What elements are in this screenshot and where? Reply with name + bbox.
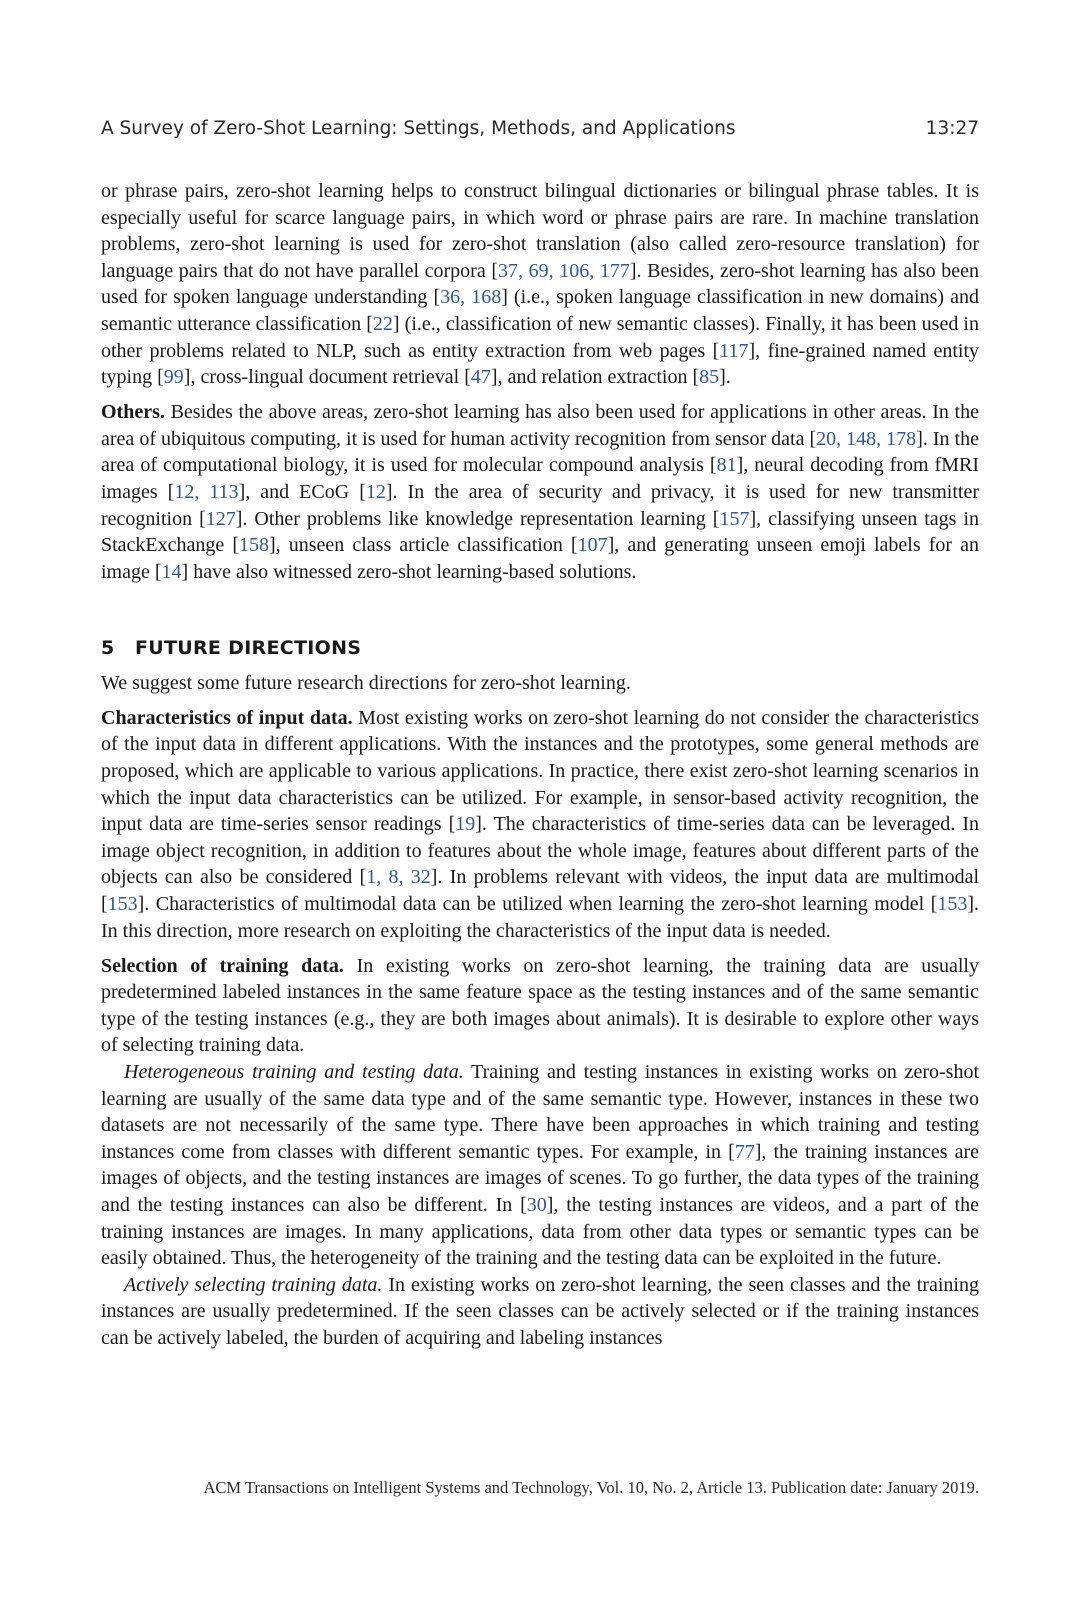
citation-ref: 36, 168 <box>440 286 502 309</box>
citation-ref: 1, 8, 32 <box>366 866 431 889</box>
text-run: ], and relation extraction [ <box>490 366 700 389</box>
paragraph-heterogeneous <box>101 1059 979 1272</box>
text-run: ], fine-grained named entity typing [ <box>101 339 979 389</box>
page-number: 13:27 <box>925 118 979 139</box>
text-run: ]. In this direction, more research on exploiting the characteristics of the input data is needed. <box>101 893 979 942</box>
text-run: ], and ECoG [ <box>238 480 366 503</box>
paragraph-training-data <box>101 953 979 1059</box>
citation-ref: 47 <box>470 366 491 389</box>
citation-ref: 127 <box>205 507 236 530</box>
text-run: ], and generating unseen emoji labels for an image [ <box>101 534 979 583</box>
text-run: ] (i.e., spoken language classification in new domains) and semantic utterance classification [ <box>101 286 979 335</box>
text-run: ]. In problems relevant with videos, the input data are multimodal [ <box>101 866 979 916</box>
citation-ref: 157 <box>719 507 750 530</box>
text-run: ], classifying unseen tags in StackExchange [ <box>101 507 980 557</box>
citation-ref: 158 <box>239 534 270 557</box>
text-run: ]. In the area of computational biology, it is used for molecular compound analysis [ <box>101 427 979 477</box>
paragraph-active-selection <box>101 1272 979 1352</box>
citation-ref: 37, 69, 106, 177 <box>498 259 630 282</box>
citation-ref: 19 <box>455 813 476 836</box>
paragraph-lead-in: Actively selecting training data. <box>124 1273 383 1296</box>
section-title: FUTURE DIRECTIONS <box>135 637 362 660</box>
section-number: 5 <box>101 637 115 660</box>
text-run: ], cross-lingual document retrieval [ <box>183 366 471 389</box>
text-run: ], the testing instances are videos, and a part of the training instances are images. In many applications, data from other data types or semantic types can be easily obtained. Thus, the heterogeneity of the training and the testing data can be exploited in the future. <box>101 1193 979 1270</box>
text-run: ] have also witnessed zero-shot learning-based solutions. <box>181 560 637 583</box>
text-run: ]. Characteristics of multimodal data can be utilized when learning the zero-shot learning model [ <box>137 893 938 916</box>
citation-ref: 99 <box>163 366 184 389</box>
citation-ref: 153 <box>937 893 968 916</box>
citation-ref: 30 <box>526 1193 547 1216</box>
citation-ref: 153 <box>107 893 138 916</box>
paragraph-lead-in: Heterogeneous training and testing data. <box>124 1060 464 1083</box>
section-heading <box>101 635 979 662</box>
text-run: Training and testing instances in existing works on zero-shot learning are usually of the same data type and of the same semantic type. However, instances in these two datasets are not necessarily of the same type. There have been approaches in which training and testing instances come from classes with different semantic types. For example, in [ <box>101 1060 980 1163</box>
citation-ref: 77 <box>734 1140 755 1163</box>
running-title: A Survey of Zero-Shot Learning: Settings, Methods, and Applications <box>101 118 736 139</box>
citation-ref: 14 <box>161 560 182 583</box>
paragraph-lead-in: Characteristics of input data. <box>101 706 353 729</box>
citation-ref: 81 <box>716 454 737 477</box>
text-run: ]. Besides, zero-shot learning has also been used for spoken language understanding [ <box>101 259 980 309</box>
citation-ref: 22 <box>372 312 393 335</box>
text-run: ] (i.e., classification of new semantic classes). Finally, it has been used in other problems related to NLP, such as entity extraction from web pages [ <box>101 312 979 362</box>
text-run: Most existing works on zero-shot learning do not consider the characteristics of the input data in different applications. With the instances and the prototypes, some general methods are proposed, which are applicable to various applications. In practice, there exist zero-shot learning scenarios in which the input data characteristics can be utilized. For example, in sensor-based activity recognition, the input data are time-series sensor readings [ <box>101 706 980 836</box>
text-run: In existing works on zero-shot learning, the training data are usually predetermined labeled instances in the same feature space as the testing instances and of the same semantic type of the testing instances (e.g., they are both images about animals). It is desirable to explore other ways of selecting training data. <box>101 954 979 1057</box>
text-run: ]. <box>719 366 731 389</box>
citation-ref: 117 <box>719 339 749 362</box>
running-header <box>101 118 979 139</box>
text-run: ]. In the area of security and privacy, it is used for new transmitter recognition [ <box>101 480 979 530</box>
text-run: Besides the above areas, zero-shot learning has also been used for applications in other areas. In the area of ubiquitous computing, it is used for human activity recognition from sensor data [ <box>101 401 979 450</box>
paragraph-nlp-applications <box>101 178 979 391</box>
citation-ref: 12 <box>365 480 386 503</box>
paragraph-input-data <box>101 705 979 944</box>
paragraph-others <box>101 399 979 585</box>
paragraph-intro <box>101 670 979 697</box>
text-run: We suggest some future research directions for zero-shot learning. <box>101 671 631 694</box>
citation-ref: 107 <box>577 534 608 557</box>
text-run: ], neural decoding from fMRI images [ <box>101 454 979 503</box>
body-text <box>101 178 979 1352</box>
journal-footer: ACM Transactions on Intelligent Systems and Technology, Vol. 10, No. 2, Article 13. Publication date: January 2019. <box>203 1478 979 1497</box>
citation-ref: 85 <box>699 366 720 389</box>
text-run: ], the training instances are images of objects, and the testing instances are images of scenes. To go further, the data types of the training and the testing instances can also be different. In [ <box>101 1140 980 1216</box>
citation-ref: 12, 113 <box>174 480 239 503</box>
text-run: In existing works on zero-shot learning, the seen classes and the training instances are usually predetermined. If the seen classes can be actively selected or if the training instances can be actively labeled, the burden of acquiring and labeling instances <box>101 1273 979 1349</box>
paragraph-lead-in: Selection of training data. <box>101 954 344 977</box>
text-run: ]. Other problems like knowledge representation learning [ <box>235 507 720 530</box>
text-run: or phrase pairs, zero-shot learning helps to construct bilingual dictionaries or bilingual phrase tables. It is especially useful for scarce language pairs, in which word or phrase pairs are rare. In machine translation problems, zero-shot learning is used for zero-shot translation (also called zero-resource translation) for language pairs that do not have parallel corpora [ <box>101 180 979 282</box>
text-run: ], unseen class article classification [ <box>269 534 578 557</box>
text-run: ]. The characteristics of time-series data can be leveraged. In image object recognition, in addition to features about the whole image, features about different parts of the objects can also be considered [ <box>101 813 979 889</box>
citation-ref: 20, 148, 178 <box>816 427 917 450</box>
paragraph-lead-in: Others. <box>101 401 165 424</box>
